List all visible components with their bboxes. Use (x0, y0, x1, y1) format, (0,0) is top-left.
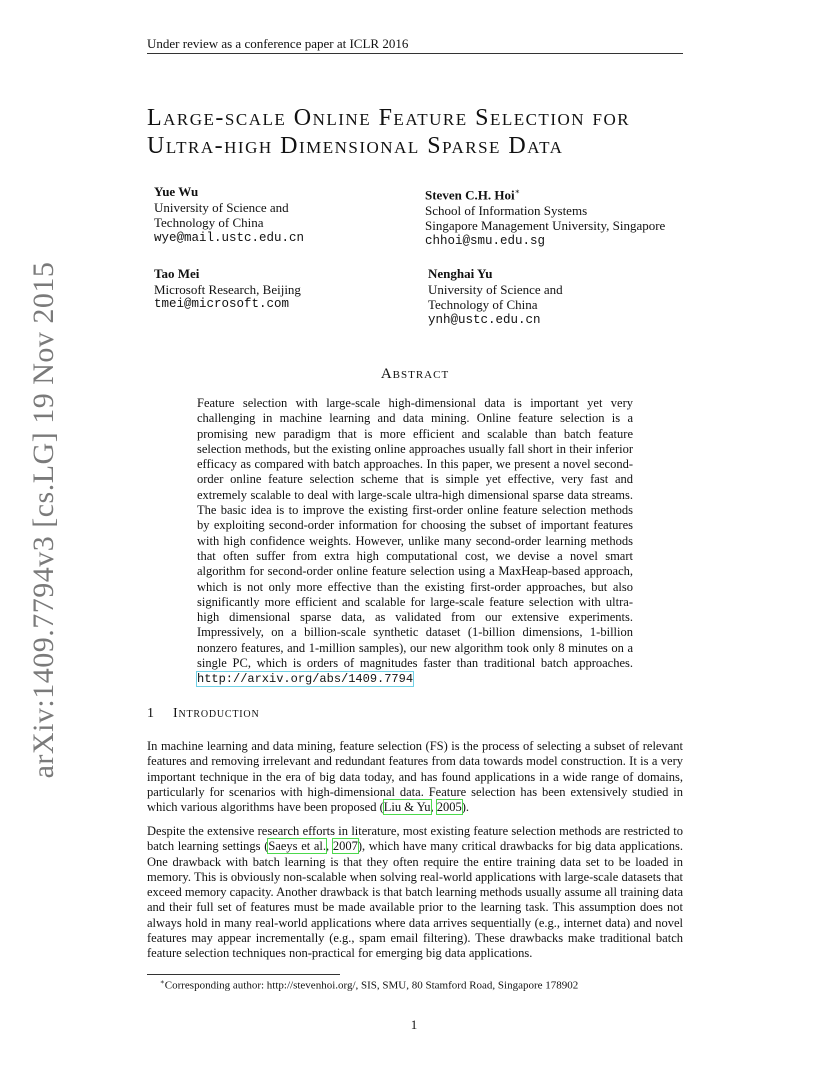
author-name: Steven C.H. Hoi∗ (425, 187, 520, 203)
author-email[interactable]: tmei@microsoft.com (154, 297, 290, 311)
author-affiliation: University of Science and (428, 281, 563, 297)
abstract-text: Feature selection with large-scale high-dimensional data is important yet very challenging in machine learning and data mining. Online feature selection is a promising new paradigm that is more efficient and scalable than batch feature selection methods, but the existing online approaches usually fall short in their inferior efficacy as compared with batch approaches. In this paper, we present a novel second-order online feature selection scheme that is simple yet effective, very fast and extremely scalable to deal with large-scale ultra-high dimensional sparse data streams. The basic idea is to improve the existing first-order online feature selection methods by exploiting second-order information for choosing the subset of important features with high confidence weights. However, unlike many second-order learning methods that often suffer from extra high computational cost, we devise a novel smart algorithm for second-order online feature selection using a MaxHeap-based approach, which is not only more effective than the existing first-order approaches, but also significantly more efficient and scalable for large-scale feature selection with ultra-high dimensional sparse data, as validated from our extensive experiments. Impressively, on a billion-scale synthetic dataset (1-billion dimensions, 1-billion nonzero features, and 1-million samples), our new algorithm took only 8 minutes on a single PC, which is orders of magnitudes faster than traditional batch approaches. (197, 396, 633, 671)
arxiv-link[interactable]: http://arxiv.org/abs/1409.7794 (197, 672, 414, 687)
author-block-2 (425, 184, 665, 249)
section-heading (147, 706, 259, 722)
intro-paragraph-2: Despite the extensive research efforts in literature, most existing feature selection methods are restricted to batch learning settings (Saeys et al., 2007), which have many critical drawbacks for big data applications. One drawback with batch learning is that they often require the entire training data set to be loaded in memory. This is obviously non-scalable when solving real-world applications with large-scale datasets that exceed memory capacity. Another drawback is that batch learning methods usually assume all training data and their full set of features must be made available prior to the learning task. This assumption does not always hold in many real-world applications where data arrives sequentially (e.g., internet data) and novel features may appear incrementally (e.g., spam email filtering). These drawbacks make traditional batch feature selection techniques non-practical for emerging big data applications. (147, 824, 684, 961)
arxiv-identifier: arXiv:1409.7794v3 [cs.LG] 19 Nov 2015 (27, 261, 60, 779)
citation-link[interactable]: 2005 (436, 800, 462, 815)
author-affiliation: Microsoft Research, Beijing (154, 281, 301, 297)
citation-link[interactable]: 2007 (332, 839, 358, 854)
citation-link[interactable]: Liu & Yu (383, 800, 431, 815)
running-header: Under review as a conference paper at ICLR 2016 (147, 36, 409, 51)
footnote-text: Corresponding author: http://stevenhoi.org/, SIS, SMU, 80 Stamford Road, Singapore 178902 (164, 979, 579, 992)
footnote-rule (147, 974, 340, 975)
abstract-body (197, 396, 633, 688)
footnote (160, 978, 578, 992)
abstract-heading: Abstract (380, 366, 450, 382)
author-affiliation: Technology of China (428, 297, 538, 312)
author-name: Yue Wu (154, 184, 199, 199)
author-email[interactable]: chhoi@smu.edu.sg (425, 233, 546, 248)
author-email[interactable]: wye@mail.ustc.edu.cn (154, 230, 305, 245)
title-line-1: Large-scale Online Feature Selection for (147, 105, 631, 131)
title-line-2: Ultra-high Dimensional Sparse Data (147, 133, 564, 159)
page-number: 1 (410, 1017, 418, 1032)
section-title: Introduction (173, 706, 260, 721)
author-name: Nenghai Yu (428, 266, 493, 281)
author-affiliation: Singapore Management University, Singapore (425, 218, 666, 234)
author-email[interactable]: ynh@ustc.edu.cn (428, 312, 541, 327)
author-affiliation: Technology of China (154, 215, 264, 230)
header-rule (147, 53, 683, 54)
author-affiliation: University of Science and (154, 199, 289, 215)
author-block-1 (154, 184, 304, 246)
author-affiliation: School of Information Systems (425, 202, 588, 218)
author-name: Tao Mei (154, 266, 200, 281)
intro-paragraph-1: In machine learning and data mining, feature selection (FS) is the process of selecting a subset of relevant features and removing irrelevant and redundant features from data towards model construction. It is a very important technique in the era of big data today, and has found applications in a wide range of domains, particularly for scenarios with high-dimensional data. Feature selection has been extensively studied in which various algorithms have been proposed (Liu & Yu, 2005). (147, 739, 683, 815)
citation-link[interactable]: Saeys et al. (268, 839, 327, 854)
author-block-3 (154, 266, 301, 313)
paper-title (147, 104, 687, 160)
author-block-4 (428, 266, 563, 328)
footnote-mark[interactable]: ∗ (514, 187, 520, 196)
section-number: 1 (147, 706, 154, 721)
footnote-mark: ∗ (160, 978, 165, 986)
